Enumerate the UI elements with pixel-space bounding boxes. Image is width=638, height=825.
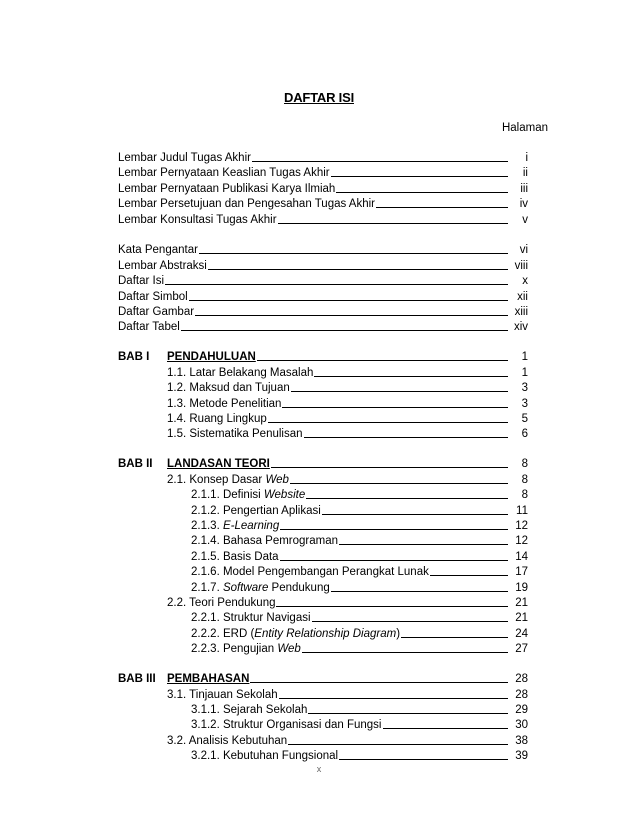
toc-page-number: 39 xyxy=(515,750,528,763)
toc-page-number: 8 xyxy=(521,458,528,471)
toc-entry-label xyxy=(118,151,252,166)
toc-entry-text: 1.3. Metode Penelitian xyxy=(167,397,282,410)
toc-entry xyxy=(167,734,528,749)
toc-page-number: ii xyxy=(522,167,528,180)
toc-entry xyxy=(167,688,528,703)
toc-page-number: v xyxy=(522,213,528,226)
toc-page-number: xiii xyxy=(514,306,528,318)
toc-entry xyxy=(118,166,528,181)
toc-entry-text: 2.2. Teori Pendukung xyxy=(167,597,276,610)
toc-entry-label xyxy=(191,749,339,764)
toc-entry-label xyxy=(191,703,308,718)
toc-entry-label xyxy=(191,504,322,519)
toc-entry xyxy=(118,274,528,289)
toc-entry-italic: E-Learning xyxy=(222,520,280,533)
toc-page-number: 6 xyxy=(521,428,528,441)
toc-entry xyxy=(191,519,528,534)
toc-entry-text: Daftar Simbol xyxy=(118,290,188,303)
chapter-number: BAB II xyxy=(118,458,153,471)
toc-entry-text: 2.2.1. Struktur Navigasi xyxy=(191,612,311,625)
toc-entry-label xyxy=(118,182,336,197)
toc-page-number: 24 xyxy=(515,627,528,640)
chapter-number: BAB I xyxy=(118,351,150,364)
chapter-number: BAB III xyxy=(118,673,156,686)
toc-entry-suffix: Pendukung xyxy=(268,581,330,594)
toc-entry xyxy=(167,457,528,472)
toc-entry-text: 1.4. Ruang Lingkup xyxy=(167,413,267,426)
toc-page-number: i xyxy=(525,152,528,164)
toc-entry-text: 1.2. Maksud dan Tujuan xyxy=(167,382,290,395)
toc-page-number: 29 xyxy=(515,704,528,717)
toc-entry-text: 2.2.3. Pengujian xyxy=(191,643,278,656)
toc-entry-label xyxy=(167,734,288,749)
toc-entry xyxy=(191,565,528,580)
toc-page-number: 28 xyxy=(515,673,528,686)
toc-page-number: 17 xyxy=(515,566,528,579)
toc-entry xyxy=(191,488,528,503)
toc-entry-suffix: ) xyxy=(396,627,401,640)
toc-entry-italic: Web xyxy=(265,473,289,486)
toc-entry-label xyxy=(118,259,208,274)
toc-entry-italic: Entity Relationship Diagram xyxy=(254,627,397,640)
toc-entry xyxy=(191,703,528,718)
toc-entry-text: 3.1.2. Struktur Organisasi dan Fungsi xyxy=(191,719,382,732)
toc-page-number: 38 xyxy=(515,734,528,747)
page-number: x xyxy=(316,764,322,774)
toc-entry xyxy=(191,718,528,733)
toc-entry xyxy=(118,213,528,228)
toc-entry xyxy=(167,596,528,611)
toc-page-number: 8 xyxy=(521,489,528,502)
toc-entry-text: 1.1. Latar Belakang Masalah xyxy=(167,366,314,379)
toc-entry-italic: Web xyxy=(277,643,301,656)
toc-page-number: 1 xyxy=(521,366,528,379)
toc-page-number: 30 xyxy=(515,719,528,732)
toc-entry xyxy=(118,243,528,258)
toc-entry xyxy=(167,473,528,488)
toc-page-number: xii xyxy=(517,290,528,303)
toc-entry-text: 2.1.2. Pengertian Aplikasi xyxy=(191,504,321,517)
toc-page-number: iii xyxy=(520,182,528,195)
toc-page-number: 27 xyxy=(515,643,528,656)
toc-page-number: 1 xyxy=(521,351,528,364)
toc-entry-text: 3.1.1. Sejarah Sekolah xyxy=(191,704,308,717)
toc-entry-label xyxy=(118,166,331,181)
toc-entry-text: Lembar Judul Tugas Akhir xyxy=(118,152,251,164)
toc-entry-text: 2.1.5. Basis Data xyxy=(191,550,279,563)
toc-entry-label xyxy=(118,320,181,335)
toc-entry-text: LANDASAN TEORI xyxy=(167,458,270,471)
toc-entry-label xyxy=(118,305,195,320)
toc-entry-label xyxy=(118,197,376,212)
toc-entry-text: Lembar Pernyataan Keaslian Tugas Akhir xyxy=(118,167,330,180)
toc-page-number: 3 xyxy=(521,382,528,395)
toc-entry xyxy=(118,197,528,212)
toc-entry-text: 2.1.3. xyxy=(191,520,223,533)
toc-entry-label xyxy=(167,672,250,687)
toc-entry-label xyxy=(167,473,290,488)
toc-page-number: 28 xyxy=(515,688,528,701)
toc-entry xyxy=(191,550,528,565)
toc-entry-label xyxy=(167,457,271,472)
toc-entry xyxy=(118,151,528,166)
toc-entry xyxy=(118,305,528,320)
toc-entry-label xyxy=(167,427,304,442)
toc-entry-italic: Website xyxy=(263,489,306,502)
toc-entry xyxy=(191,504,528,519)
toc-entry-label xyxy=(191,627,401,642)
toc-entry xyxy=(191,581,528,596)
toc-page-number: viii xyxy=(514,259,528,272)
toc-page-number: x xyxy=(522,275,528,288)
toc-entry xyxy=(167,427,528,442)
toc-entry-label xyxy=(191,611,312,626)
toc-page-number: vi xyxy=(519,244,528,257)
toc-entry-label xyxy=(167,412,268,427)
toc-page-number: 11 xyxy=(516,504,528,517)
toc-entry-label xyxy=(191,550,280,565)
toc-entry-text: Lembar Konsultasi Tugas Akhir xyxy=(118,213,277,226)
toc-entry xyxy=(191,642,528,657)
toc-entry-label xyxy=(167,596,276,611)
toc-entry xyxy=(118,320,528,335)
toc-page-number: 19 xyxy=(515,581,528,594)
toc-entry-text: 2.1. Konsep Dasar xyxy=(167,473,266,486)
toc-entry-label xyxy=(191,642,302,657)
toc-entry-text: 2.1.1. Definisi xyxy=(191,489,264,502)
toc-entry xyxy=(118,182,528,197)
toc-entry-label xyxy=(191,488,306,503)
toc-entry xyxy=(167,381,528,396)
toc-page-number: 12 xyxy=(515,520,528,533)
toc-entry xyxy=(167,366,528,381)
toc-entry-text: 1.5. Sistematika Penulisan xyxy=(167,428,303,441)
toc-entry-label xyxy=(191,581,331,596)
toc-entry xyxy=(118,259,528,274)
toc-entry-label xyxy=(191,718,383,733)
toc-entry xyxy=(167,672,528,687)
toc-entry-text: 2.1.7. xyxy=(191,581,223,594)
toc-entry xyxy=(191,611,528,626)
toc-page-number: 12 xyxy=(515,535,528,548)
toc-entry-label xyxy=(167,397,282,412)
toc-entry-text: 3.2. Analisis Kebutuhan xyxy=(167,734,288,747)
leader-line xyxy=(118,284,508,285)
toc-entry-text: 2.1.4. Bahasa Pemrograman xyxy=(191,535,339,548)
toc-entry-text: 2.1.6. Model Pengembangan Perangkat Lunak xyxy=(191,566,429,579)
page-title: DAFTAR ISI xyxy=(284,90,354,105)
toc-entry-italic: Software xyxy=(222,581,269,594)
toc-entry-text: Kata Pengantar xyxy=(118,244,198,257)
toc-entry-label xyxy=(167,366,314,381)
toc-entry-text: Lembar Abstraksi xyxy=(118,259,207,272)
toc-entry-text: 2.2.2. ERD ( xyxy=(191,627,255,640)
toc-entry-label xyxy=(191,565,430,580)
toc-entry-label xyxy=(167,350,257,365)
toc-entry xyxy=(118,290,528,305)
toc-page-number: 14 xyxy=(515,550,528,563)
toc-entry-label xyxy=(167,688,279,703)
toc-entry xyxy=(191,749,528,764)
toc-entry-label xyxy=(118,290,189,305)
halaman-label: Halaman xyxy=(501,122,548,134)
toc-entry xyxy=(191,627,528,642)
toc-entry xyxy=(191,534,528,549)
toc-page-number: 21 xyxy=(515,597,528,610)
toc-entry-label xyxy=(191,519,280,534)
toc-entry-label xyxy=(191,534,339,549)
toc-entry xyxy=(167,397,528,412)
toc-entry-text: Daftar Tabel xyxy=(118,321,180,334)
toc-entry-text: Lembar Pernyataan Publikasi Karya Ilmiah xyxy=(118,182,336,195)
toc-entry-text: PEMBAHASAN xyxy=(167,673,250,686)
toc-entry-text: 3.1. Tinjauan Sekolah xyxy=(167,688,278,701)
toc-entry-text: 3.2.1. Kebutuhan Fungsional xyxy=(191,750,339,763)
toc-page-number: iv xyxy=(519,198,528,211)
toc-entry-label xyxy=(118,274,165,289)
toc-entry-text: PENDAHULUAN xyxy=(167,351,256,364)
toc-page-number: 5 xyxy=(521,413,528,426)
toc-page-number: 8 xyxy=(521,473,528,486)
toc-entry xyxy=(167,412,528,427)
toc-entry-label xyxy=(167,381,291,396)
toc-entry-text: Lembar Persetujuan dan Pengesahan Tugas Akhir xyxy=(118,198,376,211)
toc-entry xyxy=(167,350,528,365)
toc-entry-label xyxy=(118,243,199,258)
toc-entry-label xyxy=(118,213,278,228)
toc-entry-text: Daftar Gambar xyxy=(118,306,195,318)
toc-entry-text: Daftar Isi xyxy=(118,275,165,288)
toc-page-number: xiv xyxy=(513,321,528,334)
toc-page-number: 21 xyxy=(515,612,528,625)
toc-page-number: 3 xyxy=(521,397,528,410)
